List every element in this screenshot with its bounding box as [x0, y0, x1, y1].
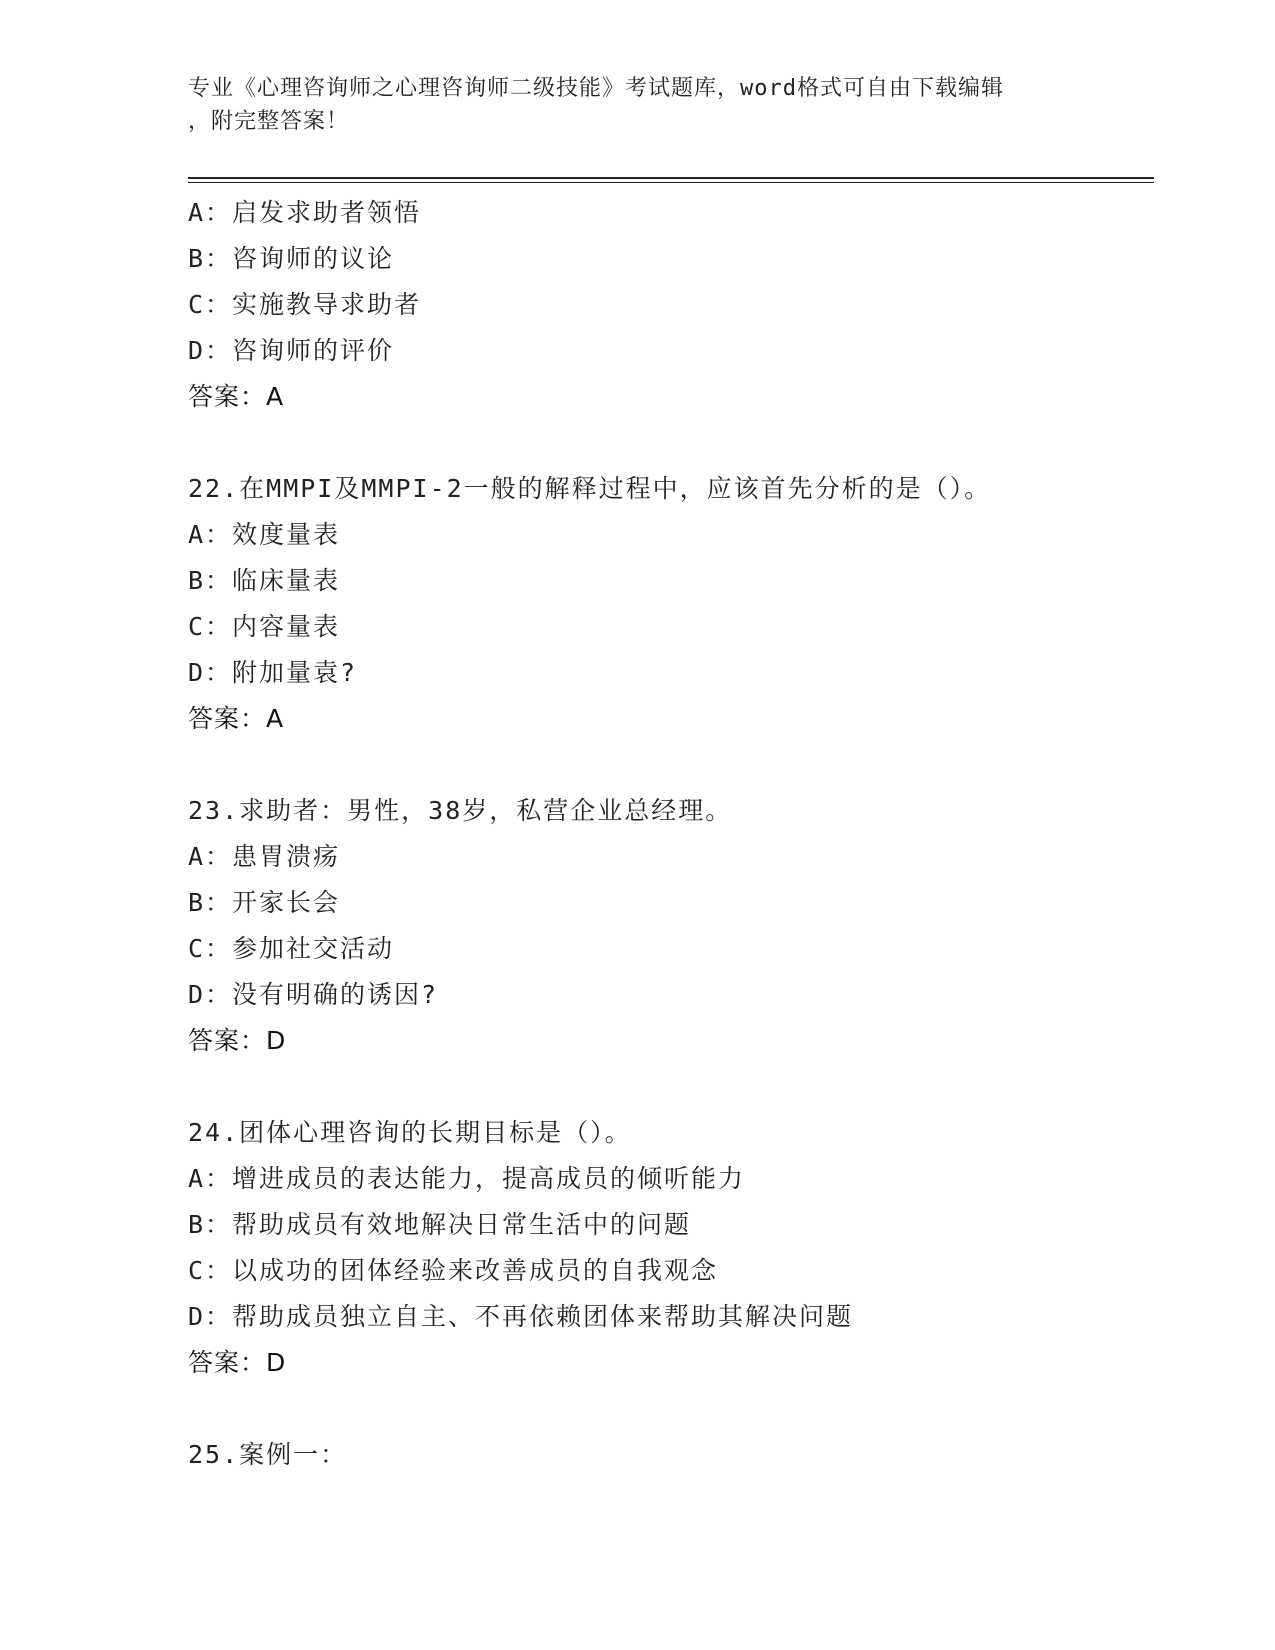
- question-block-22: [188, 466, 1148, 742]
- option-d: D：帮助成员独立自主、不再依赖团体来帮助其解决问题: [188, 1302, 854, 1331]
- spacer: [188, 742, 1148, 788]
- option-b: B：帮助成员有效地解决日常生活中的问题: [188, 1210, 692, 1239]
- option-c: C：实施教导求助者: [188, 290, 422, 319]
- option-b: B：咨询师的议论: [188, 244, 395, 273]
- spacer: [188, 1386, 1148, 1432]
- header-line-2: ，附完整答案！: [188, 109, 350, 134]
- question-text: 25.案例一：: [188, 1440, 348, 1469]
- spacer: [188, 1064, 1148, 1110]
- answer-label: 答案：A: [188, 382, 285, 411]
- option-a: A：增进成员的表达能力，提高成员的倾听能力: [188, 1164, 746, 1193]
- document-header: [188, 72, 1088, 138]
- spacer: [188, 420, 1148, 466]
- question-block-23: [188, 788, 1148, 1064]
- question-text: 22.在MMPI及MMPI-2一般的解释过程中，应该首先分析的是（）。: [188, 474, 992, 503]
- question-text: 24.团体心理咨询的长期目标是（）。: [188, 1118, 632, 1147]
- option-d: D：咨询师的评价: [188, 336, 395, 365]
- question-block-21: [188, 190, 1148, 420]
- question-list: [188, 190, 1148, 1478]
- question-block-25: [188, 1432, 1148, 1478]
- option-c: C：以成功的团体经验来改善成员的自我观念: [188, 1256, 719, 1285]
- option-a: A：启发求助者领悟: [188, 198, 422, 227]
- question-text: 23.求助者：男性，38岁，私营企业总经理。: [188, 796, 733, 825]
- option-c: C：内容量表: [188, 612, 341, 641]
- option-b: B：开家长会: [188, 888, 341, 917]
- option-a: A：患胃溃疡: [188, 842, 341, 871]
- answer-label: 答案：A: [188, 704, 285, 733]
- header-divider-thin: [188, 182, 1154, 183]
- answer-label: 答案：D: [188, 1348, 287, 1377]
- option-d: D：附加量袁?: [188, 658, 358, 687]
- option-b: B：临床量表: [188, 566, 341, 595]
- header-line-1: 专业《心理咨询师之心理咨询师二级技能》考试题库，word格式可自由下载编辑: [188, 76, 1004, 101]
- header-divider-thick: [188, 177, 1154, 179]
- question-block-24: [188, 1110, 1148, 1386]
- answer-label: 答案：D: [188, 1026, 287, 1055]
- option-c: C：参加社交活动: [188, 934, 395, 963]
- option-a: A：效度量表: [188, 520, 341, 549]
- option-d: D：没有明确的诱因?: [188, 980, 439, 1009]
